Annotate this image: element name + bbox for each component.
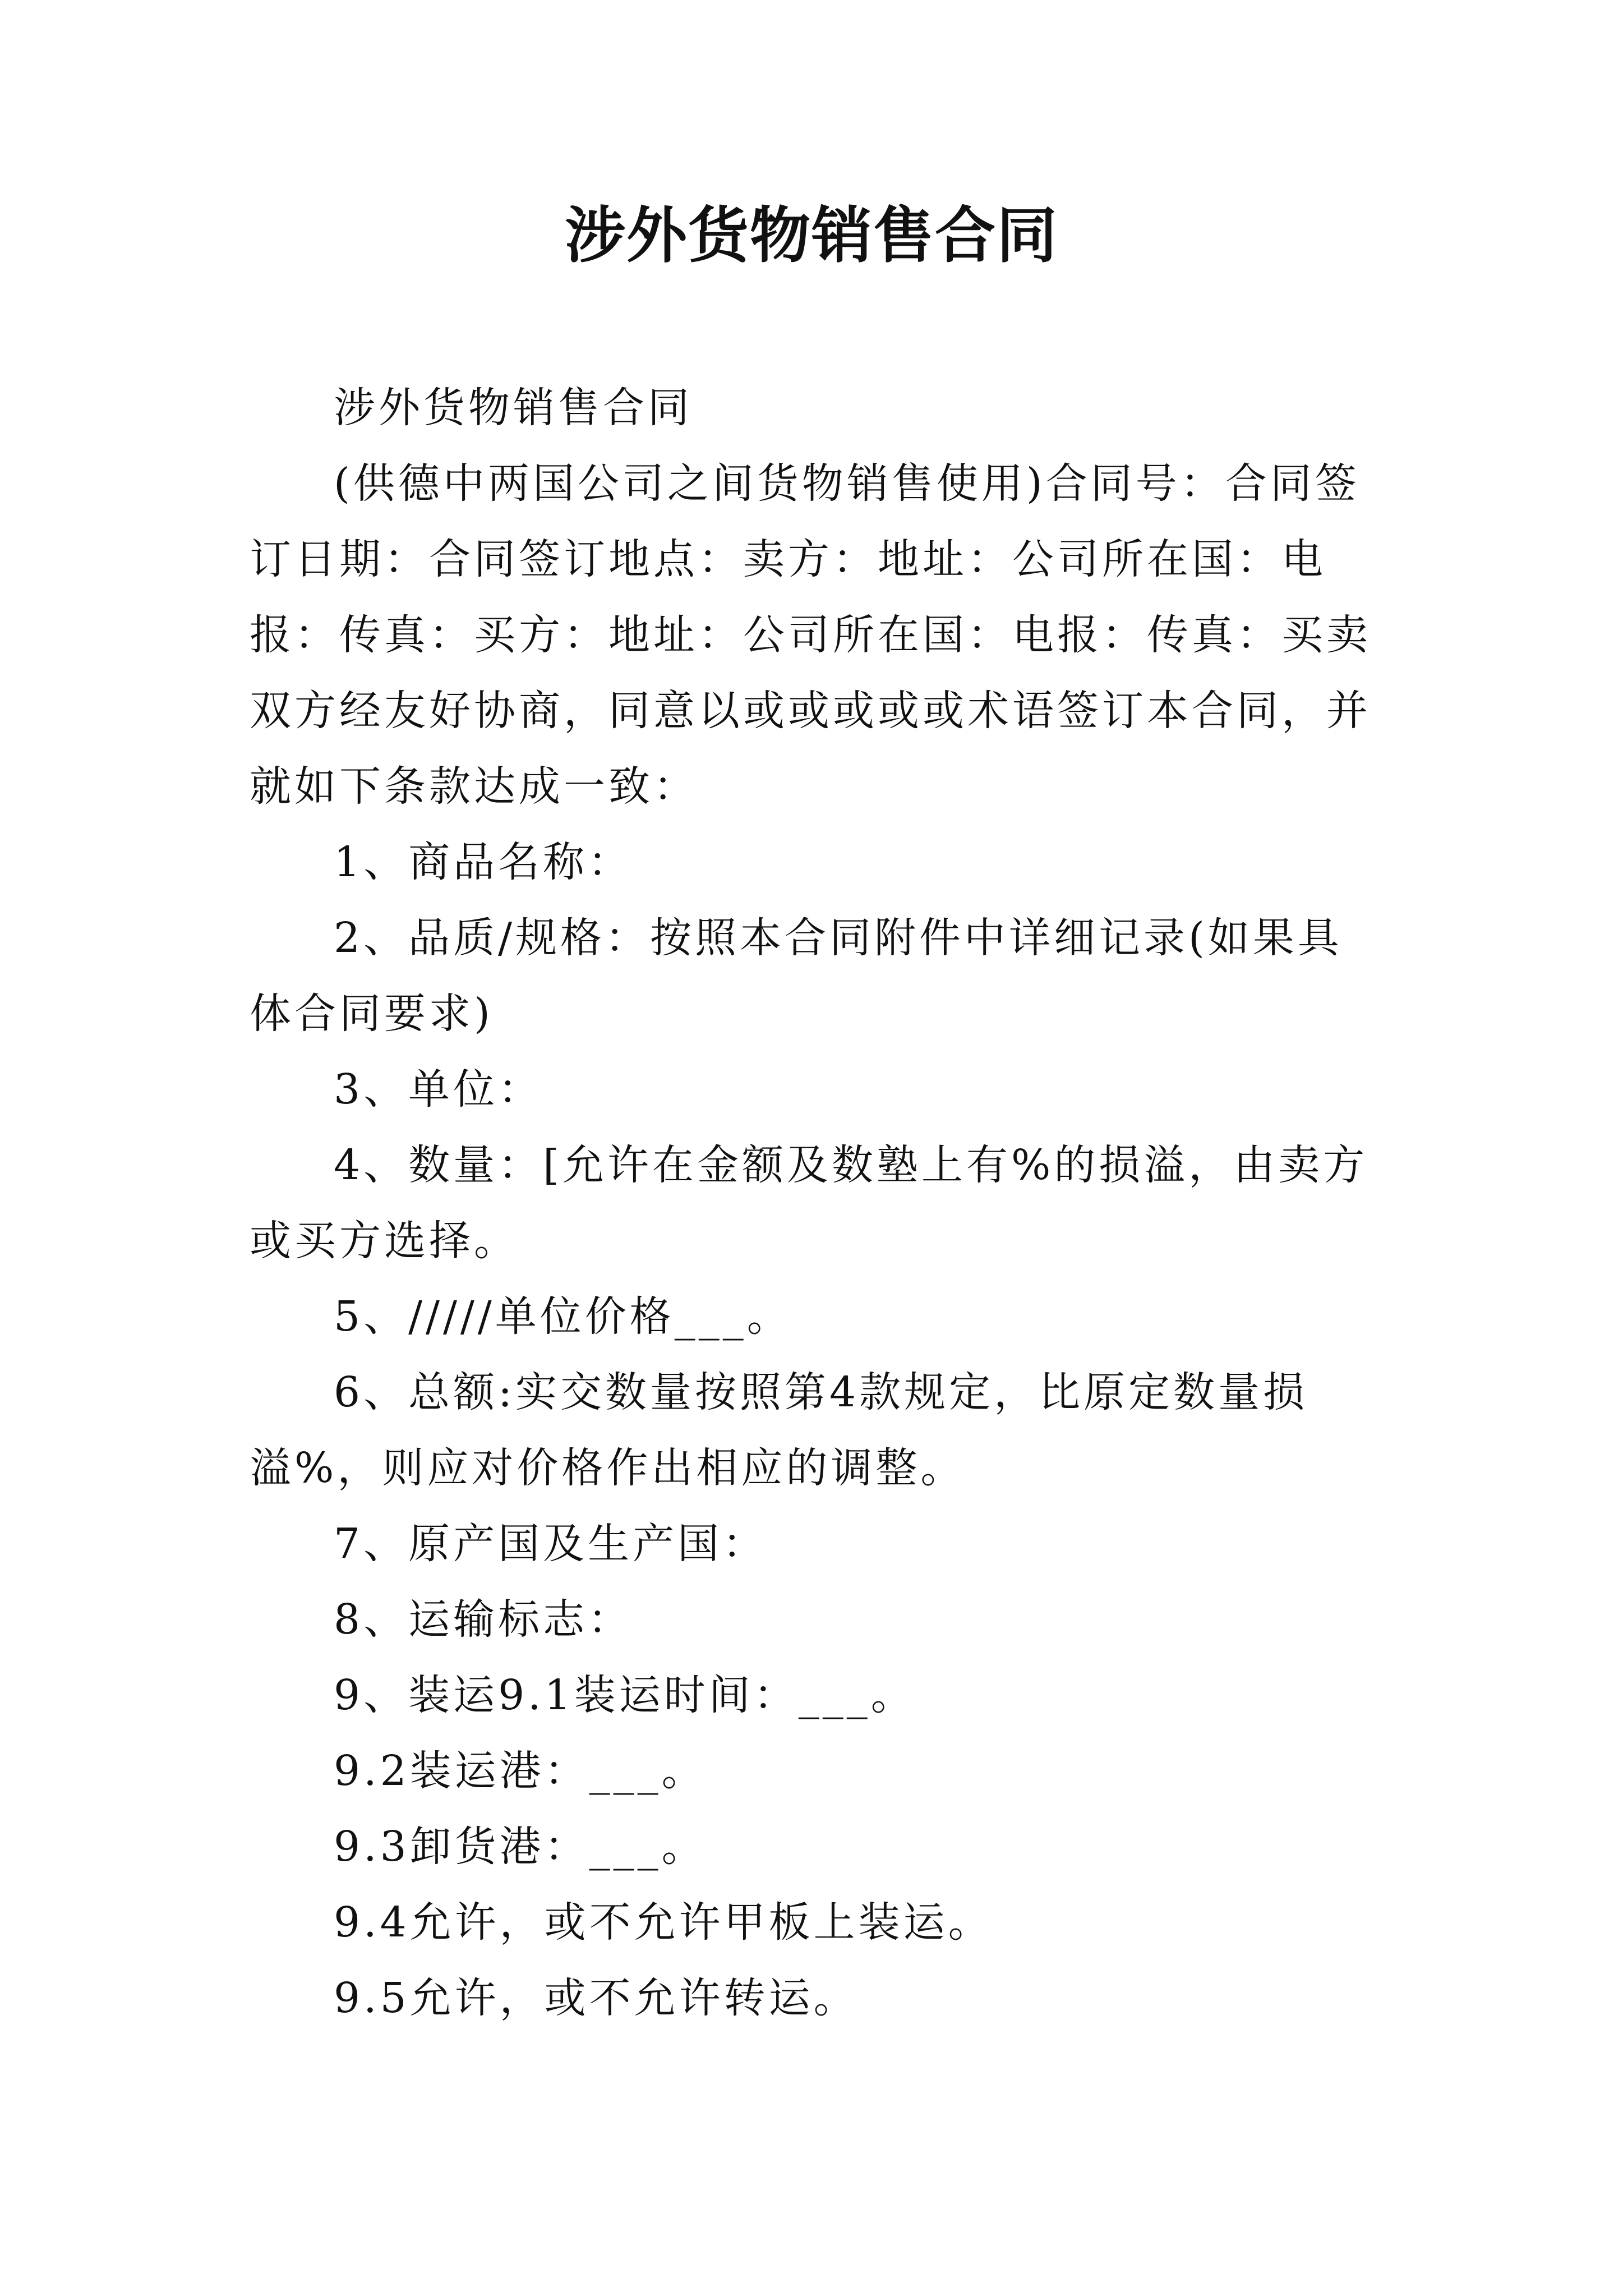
clause-9-3-discharge-port: 9.3卸货港：___。 [334,1823,707,1871]
clause-2-quality: 2、品质/规格：按照本合同附件中详细记录(如果具体合同要求) [250,914,1343,1038]
clause-9-2-loading-port: 9.2装运港：___。 [334,1747,707,1795]
clause-1-item-name: 1、商品名称： [334,838,633,886]
clause-9-5-transshipment: 9.5允许，或不允许转运。 [334,1974,859,2022]
clause-3-unit: 3、单位： [334,1065,543,1114]
document-body [250,370,1382,2036]
paragraph-parties: (供德中两国公司之间货物销售使用)合同号：合同签订日期：合同签订地点：卖方：地址：公司所在国：电报：传真：买方：地址：公司所在国：电报：传真：买卖双方经友好协商，同意以或或或或或术语签订本合同，并就如下条款达成一致： [250,459,1371,811]
document-title: 涉外货物销售合同 [564,200,1058,271]
clause-8-shipping-marks: 8、运输标志： [334,1595,633,1644]
clause-5-unit-price: 5、/////单位价格___。 [334,1292,792,1341]
clause-9-1-shipment-time: 9、装运9.1装运时间：___。 [334,1671,916,1719]
clause-9-4-deck-shipment: 9.4允许，或不允许甲板上装运。 [334,1898,993,1947]
clause-7-origin: 7、原产国及生产国： [334,1520,768,1568]
paragraph-heading: 涉外货物销售合同 [334,384,693,432]
clause-6-total: 6、总额:实交数量按照第4款规定，比原定数量损溢%，则应对价格作出相应的调整。 [250,1368,1308,1492]
clause-4-quantity: 4、数量：[允许在金额及数塾上有%的损溢，由卖方或买方选择。 [250,1141,1368,1265]
